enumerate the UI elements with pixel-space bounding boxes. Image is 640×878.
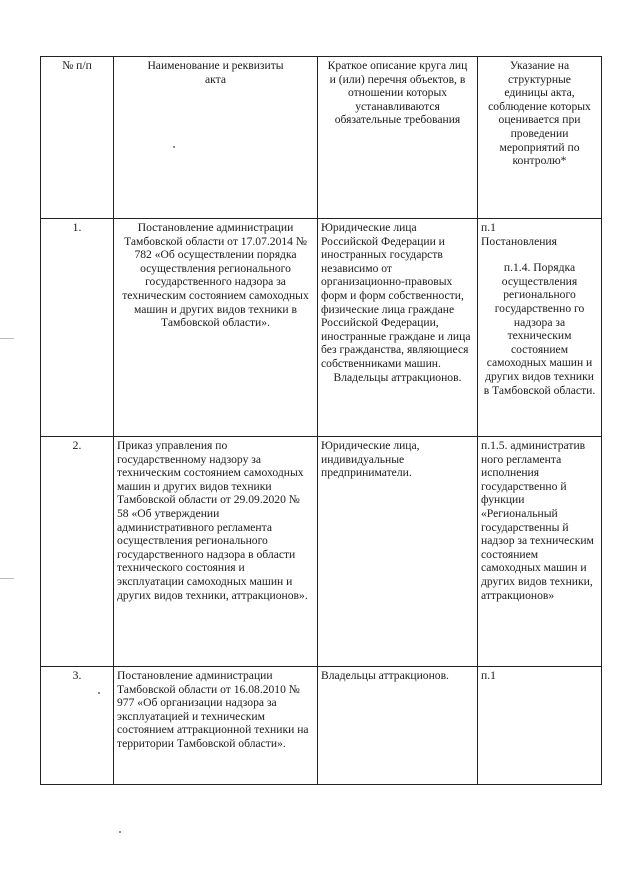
- header-description: Краткое описание круга лиц и (или) перечня объектов, в отношении которых устанавливаются обязательные требования: [318, 57, 478, 219]
- row-act-name: Постановление администрации Тамбовской области от 17.07.2014 № 782 «Об осуществлении порядка осуществления регионального государственного надзора за техническим состоянием самоходных машин и других видов техники в Тамбовской области».: [114, 219, 318, 437]
- table-row: [41, 437, 602, 667]
- row-number: 2.: [41, 437, 114, 667]
- row-act-name: Приказ управления по государственному надзору за техническим состоянием самоходных машин и других видов техники Тамбовской области от 29.09.2020 № 58 «Об утверждении административного регламента осуществления регионального государственного надзора в области технического состояния и эксплуатации самоходных машин и других видов техники, аттракционов».: [114, 437, 318, 667]
- row-description-text: Юридические лица Российской Федерации и иностранных государств независимо от организационно-правовых форм и форм собственности, физические лица граждане Российской Федерации, иностранные граждане и лица без гражданства, являющиеся собственниками машин.: [321, 221, 471, 370]
- header-number: № п/п: [41, 57, 114, 219]
- scan-margin-mark: [0, 578, 14, 579]
- header-act-name-text: Наименование и реквизиты акта: [147, 59, 284, 86]
- row-number: 1.: [41, 219, 114, 437]
- row-structural-line3: п.1.4. Порядка осуществления регионального государственно го надзора за техническим состоянием самоходных машин и других видов техники в Тамбовской области.: [483, 261, 596, 397]
- header-structural-units: Указание на структурные единицы акта, соблюдение которых оценивается при проведении мероприятий по контролю*: [478, 57, 602, 219]
- scan-margin-mark: [0, 338, 14, 339]
- row-structural-line1: п.1: [481, 221, 496, 234]
- row-description: Юридические лица, индивидуальные предприниматели.: [318, 437, 478, 667]
- scan-speck: [173, 146, 175, 148]
- scan-speck: [98, 692, 100, 694]
- row-description: Владельцы аттракционов.: [318, 667, 478, 785]
- row-structural-units: п.1: [478, 667, 602, 785]
- row-number: 3.: [41, 667, 114, 785]
- row-structural-line2: Постановления: [481, 234, 557, 248]
- table-row: [41, 667, 602, 785]
- requirements-table: [40, 56, 602, 785]
- header-act-name: [114, 57, 318, 219]
- row-description-extra: Владельцы аттракционов.: [333, 370, 462, 384]
- table-header-row: [41, 57, 602, 219]
- scan-speck: [119, 831, 121, 833]
- row-act-name: Постановление администрации Тамбовской области от 16.08.2010 № 977 «Об организации надзора за эксплуатацией и техническим состоянием аттракционной техники на территории Тамбовской области».: [114, 667, 318, 785]
- row-description: [318, 219, 478, 437]
- table-row: [41, 219, 602, 437]
- row-structural-units: п.1.5. административ ного регламента исполнения государственно й функции «Региональный государственны й надзор за техническим состоянием самоходных машин и других видов техники, аттракционов»: [478, 437, 602, 667]
- row-structural-units: [478, 219, 602, 437]
